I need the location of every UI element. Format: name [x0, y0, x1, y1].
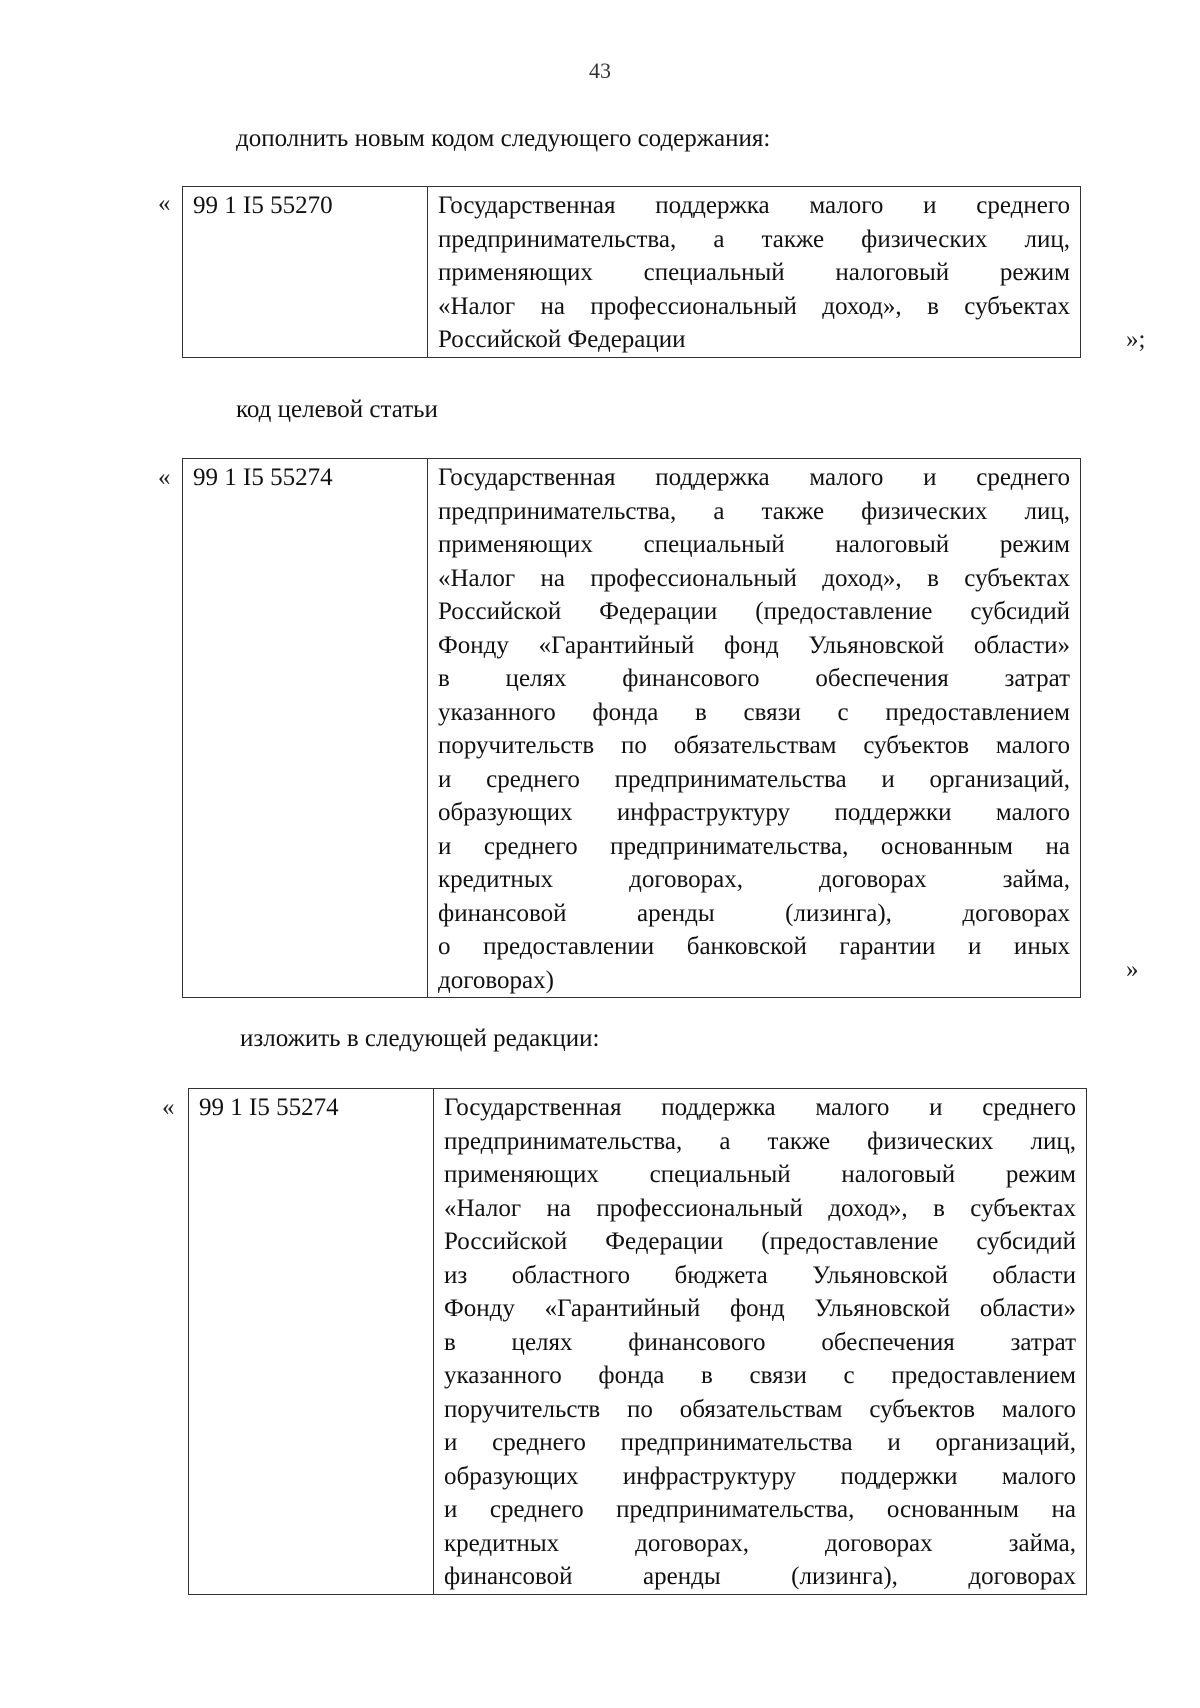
description-line: указанного фонда в связи с предоставлением [438, 698, 1070, 726]
description-line: Государственная поддержка малого и среднего [438, 192, 1070, 219]
table-row [183, 187, 1081, 358]
description-line: и среднего предпринимательства и организаций, [444, 1429, 1076, 1456]
code-table-1 [182, 186, 1081, 358]
description-cell [428, 459, 1081, 998]
description-line: и среднего предпринимательства и организаций, [438, 765, 1070, 793]
code-table-3 [188, 1088, 1087, 1595]
paragraph-new-wording: изложить в следующей редакции: [240, 1025, 600, 1052]
description-line: предпринимательства, а также физических лиц, [444, 1127, 1076, 1155]
page-number: 43 [589, 58, 611, 83]
description-cell [434, 1089, 1087, 1595]
description-line: образующих инфраструктуру поддержки малого [444, 1462, 1076, 1490]
code-table-2 [182, 458, 1081, 998]
description-line: применяющих специальный налоговый режим [444, 1161, 1076, 1188]
description-line: предпринимательства, а также физических лиц, [438, 497, 1070, 525]
description-line: предпринимательства, а также физических лиц, [438, 225, 1070, 253]
description-line: в целях финансового обеспечения затрат [444, 1328, 1076, 1356]
description-line: финансовой аренды (лизинга), договорах [444, 1563, 1076, 1590]
description-line: применяющих специальный налоговый режим [438, 259, 1070, 286]
open-quote-3: « [162, 1094, 175, 1121]
description-line: Российской Федерации [438, 326, 686, 353]
description-line: Государственная поддержка малого и среднего [444, 1094, 1076, 1121]
description-line: «Налог на профессиональный доход», в субъектах [444, 1194, 1076, 1222]
description-line: «Налог на профессиональный доход», в субъектах [438, 292, 1070, 320]
description-line: Российской Федерации (предоставление субсидий [444, 1228, 1076, 1255]
description-cell [428, 187, 1081, 358]
description-line: Российской Федерации (предоставление субсидий [438, 598, 1070, 625]
target-code-cell: 99 1 I5 55270 [183, 187, 428, 358]
description-line: кредитных договорах, договорах займа, [444, 1529, 1076, 1557]
description-line: применяющих специальный налоговый режим [438, 531, 1070, 558]
description-line: и среднего предпринимательства, основанным на [444, 1496, 1076, 1523]
open-quote-2: « [158, 464, 171, 491]
description-line: «Налог на профессиональный доход», в субъектах [438, 564, 1070, 592]
paragraph-target-article-code: код целевой статьи [236, 396, 438, 423]
description-line: из областного бюджета Ульяновской области [444, 1261, 1076, 1289]
description-line: поручительств по обязательствам субъектов малого [444, 1395, 1076, 1423]
table-row [183, 459, 1081, 998]
table-row [189, 1089, 1087, 1595]
description-line: поручительств по обязательствам субъектов малого [438, 732, 1070, 759]
description-line: кредитных договорах, договорах займа, [438, 866, 1070, 893]
description-line: и среднего предпринимательства, основанным на [438, 832, 1070, 860]
close-quote-2: » [1126, 956, 1139, 983]
target-code-cell: 99 1 I5 55274 [189, 1089, 434, 1595]
description-line: о предоставлении банковской гарантии и иных [438, 933, 1070, 960]
description-line: финансовой аренды (лизинга), договорах [438, 899, 1070, 927]
target-code-cell: 99 1 I5 55274 [183, 459, 428, 998]
description-line: договорах) [438, 966, 554, 994]
description-line: в целях финансового обеспечения затрат [438, 665, 1070, 692]
intro-paragraph: дополнить новым кодом следующего содержания: [236, 125, 771, 152]
open-quote-1: « [158, 190, 171, 217]
close-quote-1: »; [1126, 326, 1146, 353]
description-line: образующих инфраструктуру поддержки малого [438, 799, 1070, 826]
description-line: Государственная поддержка малого и среднего [438, 464, 1070, 491]
description-line: указанного фонда в связи с предоставлением [444, 1362, 1076, 1389]
description-line: Фонду «Гарантийный фонд Ульяновской области» [444, 1295, 1076, 1322]
description-line: Фонду «Гарантийный фонд Ульяновской области» [438, 631, 1070, 659]
